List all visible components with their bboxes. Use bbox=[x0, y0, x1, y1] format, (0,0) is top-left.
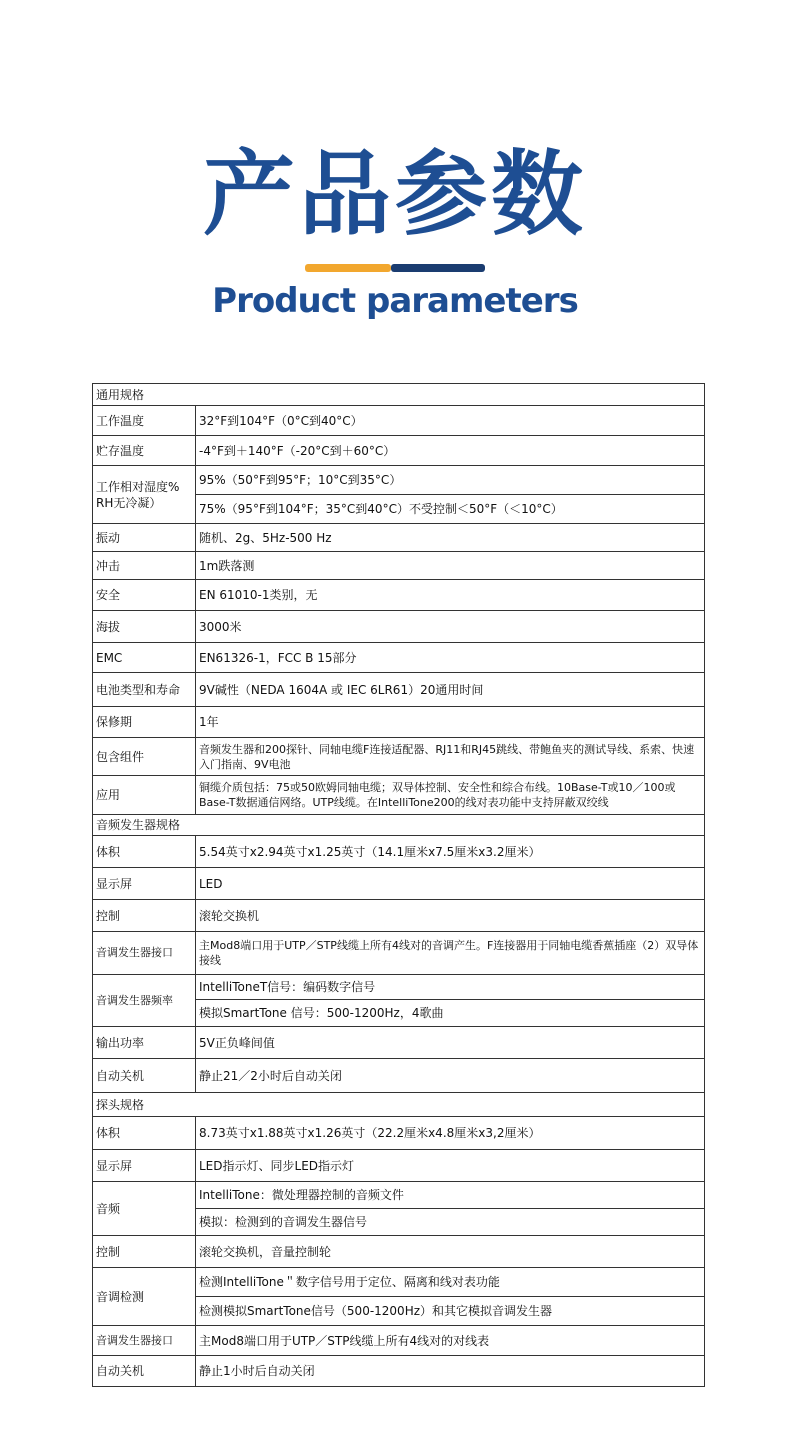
row-value: EN61326-1，FCC B 15部分 bbox=[196, 643, 705, 673]
row-label: 海拔 bbox=[93, 611, 196, 643]
row-value: LED bbox=[196, 868, 705, 900]
row-value: 75%（95°F到104°F；35°C到40°C）不受控制＜50°F（＜10°C） bbox=[196, 495, 705, 524]
row-value: 音频发生器和200探针、同轴电缆F连接适配器、RJ11和RJ45跳线、带鲍鱼夹的测试导线、系索、快速入门指南、9V电池 bbox=[196, 738, 705, 776]
row-label: 音调发生器接口 bbox=[93, 1326, 196, 1356]
row-value: 1m跌落测 bbox=[196, 552, 705, 580]
row-value: 静止21／2小时后自动关闭 bbox=[196, 1059, 705, 1093]
row-value: 检测模拟SmartTone信号（500-1200Hz）和其它模拟音调发生器 bbox=[196, 1297, 705, 1326]
row-value: -4°F到＋140°F（-20°C到＋60°C） bbox=[196, 436, 705, 466]
accent-bar-left bbox=[305, 264, 391, 272]
row-label: 贮存温度 bbox=[93, 436, 196, 466]
row-value: 模拟：检测到的音调发生器信号 bbox=[196, 1209, 705, 1236]
row-label: 振动 bbox=[93, 524, 196, 552]
row-label: 体积 bbox=[93, 1117, 196, 1150]
page-title-cn: 产品参数 bbox=[202, 141, 587, 248]
row-label: 音调检测 bbox=[93, 1268, 196, 1326]
page-title-en: Product parameters bbox=[212, 281, 578, 321]
spec-table bbox=[92, 383, 705, 1387]
row-label: 电池类型和寿命 bbox=[93, 673, 196, 707]
row-label: 安全 bbox=[93, 580, 196, 611]
row-value: 滚轮交换机 bbox=[196, 900, 705, 932]
row-label: 音频 bbox=[93, 1182, 196, 1236]
row-value: 随机、2g、5Hz-500 Hz bbox=[196, 524, 705, 552]
section-title-generator: 音频发生器规格 bbox=[93, 815, 705, 836]
row-value: 32°F到104°F（0°C到40°C） bbox=[196, 406, 705, 436]
section-title-general: 通用规格 bbox=[93, 384, 705, 406]
row-value: 8.73英寸x1.88英寸x1.26英寸（22.2厘米x4.8厘米x3,2厘米） bbox=[196, 1117, 705, 1150]
row-label: 冲击 bbox=[93, 552, 196, 580]
row-label: EMC bbox=[93, 643, 196, 673]
row-value: 5V正负峰间值 bbox=[196, 1027, 705, 1059]
row-value: 铜缆介质包括：75或50欧姆同轴电缆；双导体控制、安全性和综合布线。10Base-T或10／100或Base-T数据通信网络。UTP线缆。在IntelliTone200的线对表功能中支持屏蔽双绞线 bbox=[196, 776, 705, 815]
row-label: 音调发生器接口 bbox=[93, 932, 196, 975]
row-value: 1年 bbox=[196, 707, 705, 738]
row-label: 工作相对湿度% RH无冷凝） bbox=[93, 466, 196, 524]
row-label: 体积 bbox=[93, 836, 196, 868]
row-label: 控制 bbox=[93, 900, 196, 932]
row-label: 保修期 bbox=[93, 707, 196, 738]
row-value: IntelliTone：微处理器控制的音频文件 bbox=[196, 1182, 705, 1209]
section-title-probe: 探头规格 bbox=[93, 1093, 705, 1117]
row-label: 应用 bbox=[93, 776, 196, 815]
accent-bar-right bbox=[391, 264, 485, 272]
row-label: 显示屏 bbox=[93, 1150, 196, 1182]
row-value: 静止1小时后自动关闭 bbox=[196, 1356, 705, 1387]
row-value: 5.54英寸x2.94英寸x1.25英寸（14.1厘米x7.5厘米x3.2厘米） bbox=[196, 836, 705, 868]
row-label: 包含组件 bbox=[93, 738, 196, 776]
row-label: 输出功率 bbox=[93, 1027, 196, 1059]
row-value: 95%（50°F到95°F；10°C到35°C） bbox=[196, 466, 705, 495]
row-value: 模拟SmartTone 信号：500-1200Hz，4歌曲 bbox=[196, 1000, 705, 1027]
row-value: LED指示灯、同步LED指示灯 bbox=[196, 1150, 705, 1182]
row-value: 3000米 bbox=[196, 611, 705, 643]
row-value: 检测IntelliTone＂数字信号用于定位、隔离和线对表功能 bbox=[196, 1268, 705, 1297]
row-label: 音调发生器频率 bbox=[93, 975, 196, 1027]
row-value: IntelliToneT信号：编码数字信号 bbox=[196, 975, 705, 1000]
row-value: 主Mod8端口用于UTP／STP线缆上所有4线对的对线表 bbox=[196, 1326, 705, 1356]
row-value: EN 61010-1类别，无 bbox=[196, 580, 705, 611]
row-label: 自动关机 bbox=[93, 1356, 196, 1387]
row-value: 9V碱性（NEDA 1604A 或 IEC 6LR61）20通用时间 bbox=[196, 673, 705, 707]
row-label: 工作温度 bbox=[93, 406, 196, 436]
row-label: 自动关机 bbox=[93, 1059, 196, 1093]
row-value: 滚轮交换机，音量控制轮 bbox=[196, 1236, 705, 1268]
row-label: 控制 bbox=[93, 1236, 196, 1268]
row-value: 主Mod8端口用于UTP／STP线缆上所有4线对的音调产生。F连接器用于同轴电缆香蕉插座（2）双导体接线 bbox=[196, 932, 705, 975]
row-label: 显示屏 bbox=[93, 868, 196, 900]
